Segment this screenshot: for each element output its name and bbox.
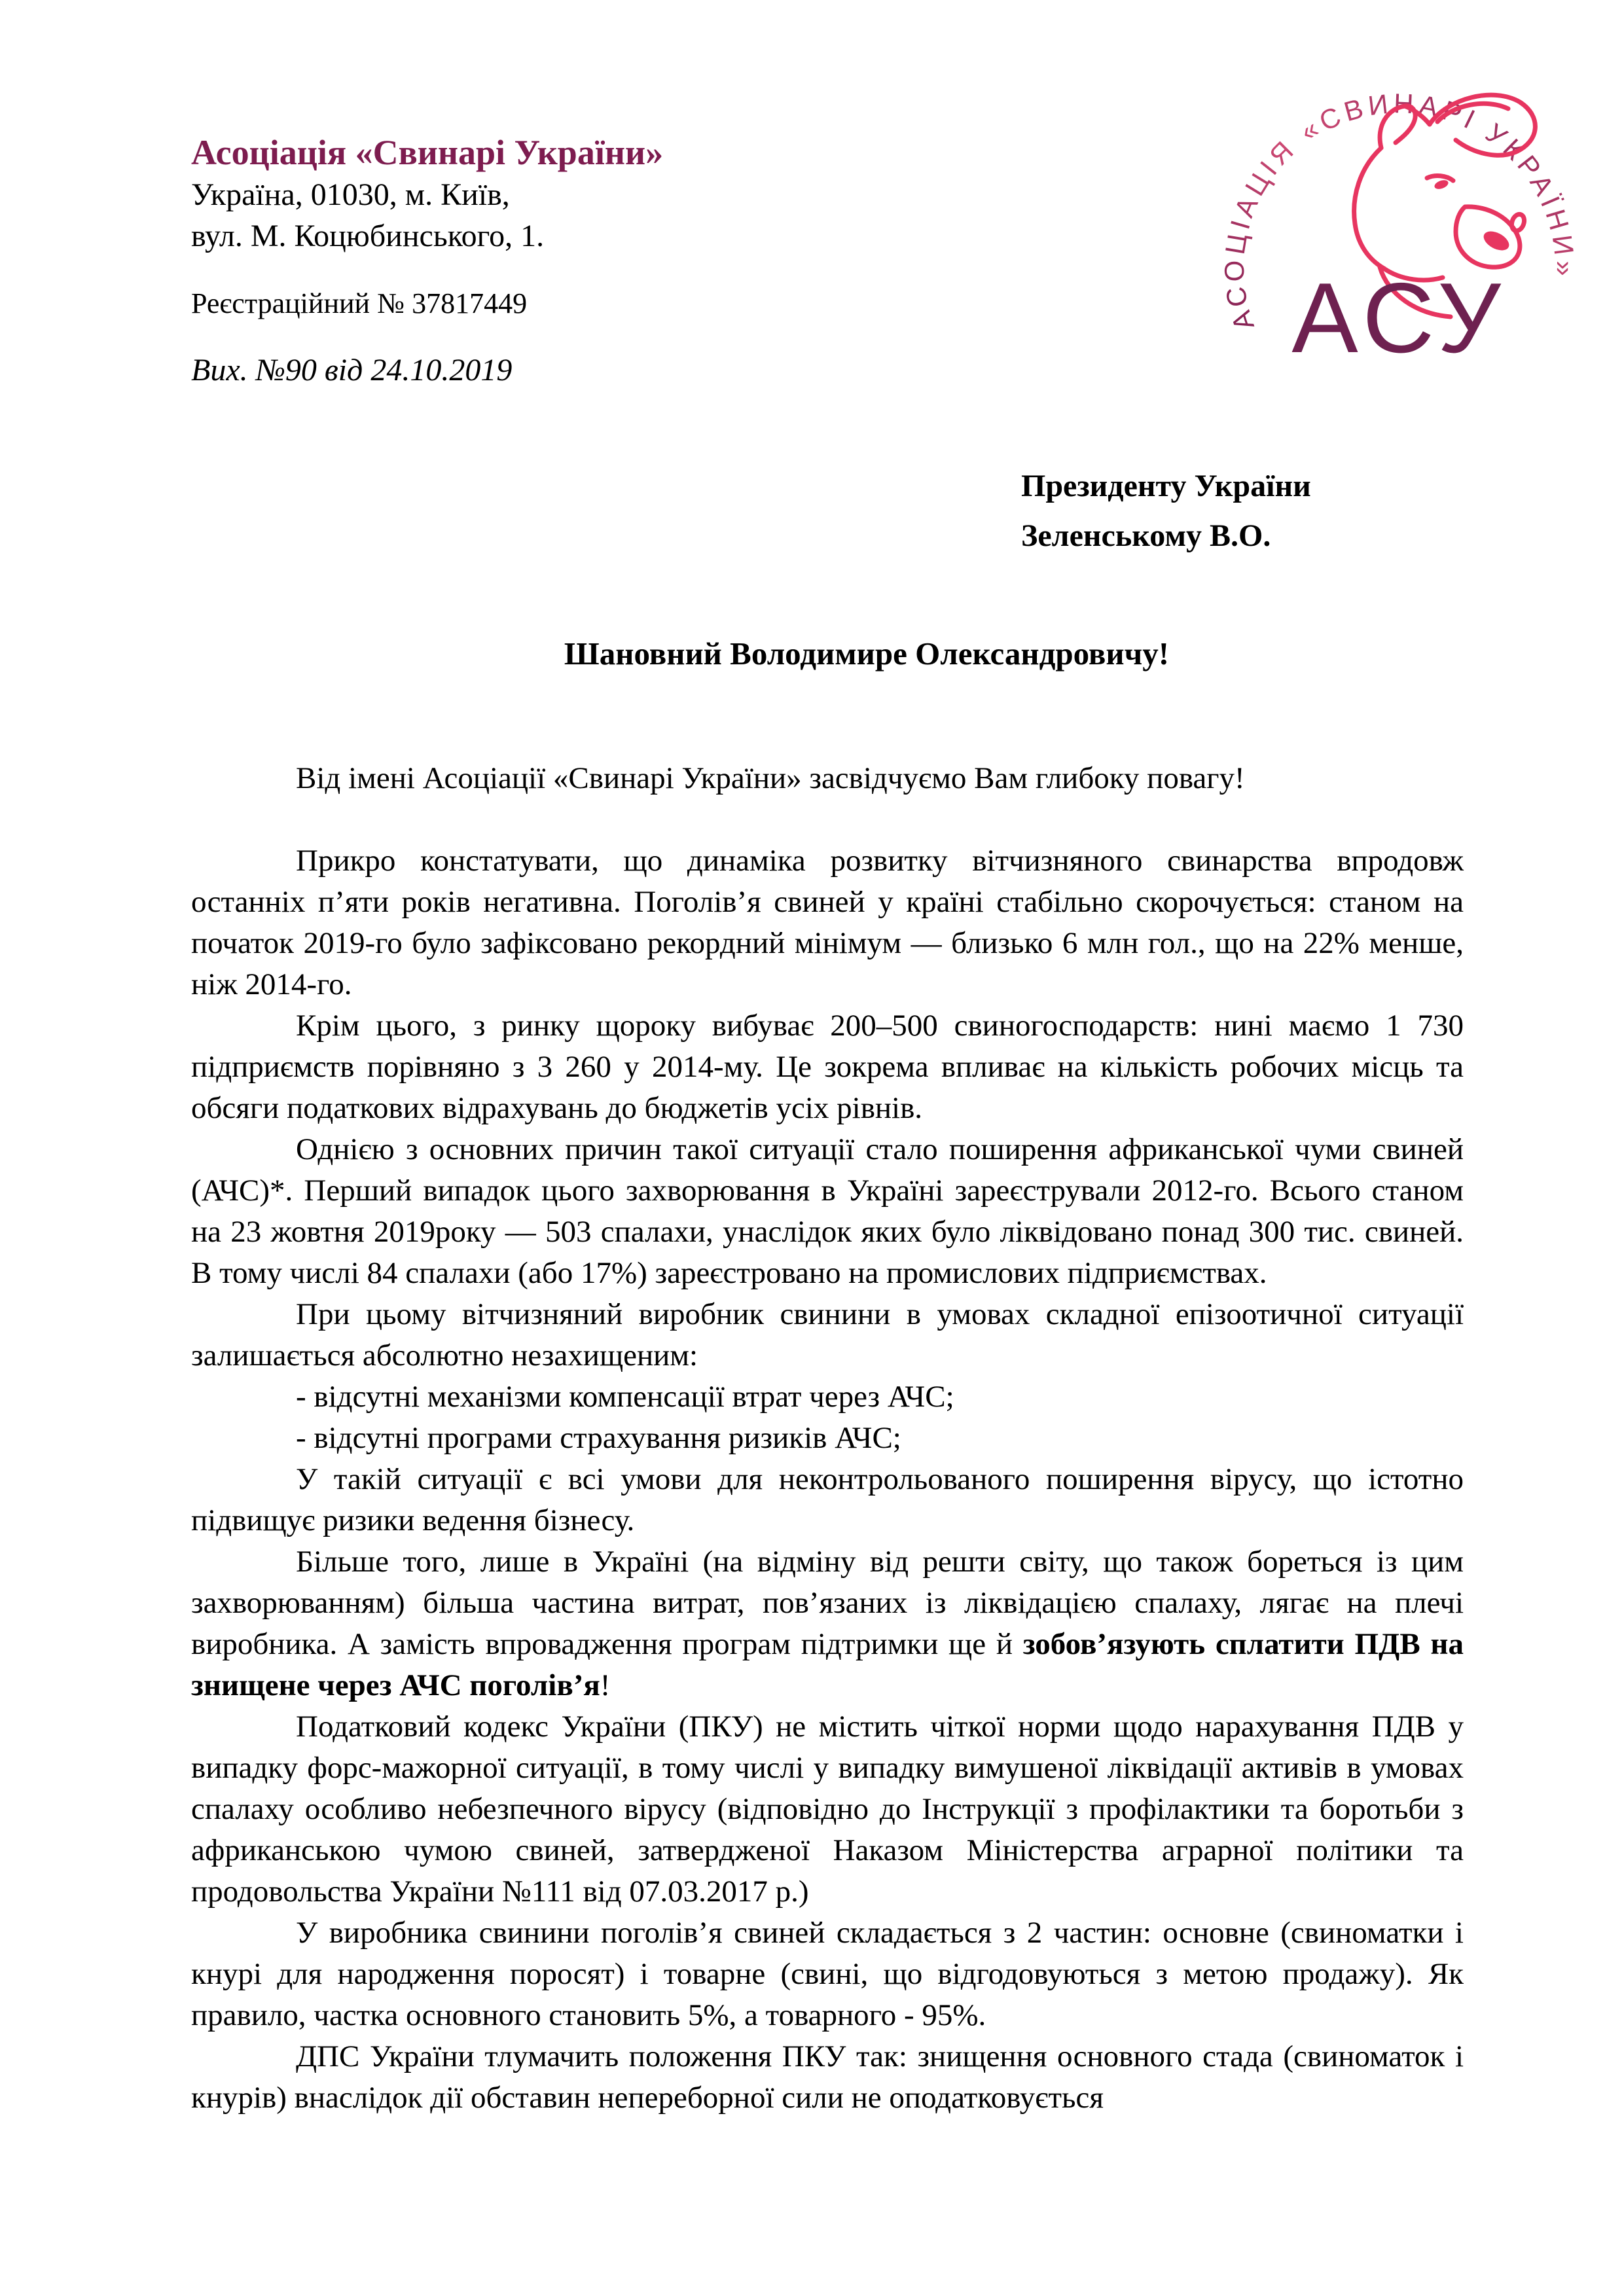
recipient-name: Зеленському В.О.: [1021, 518, 1271, 553]
recipient-block: [1021, 461, 1311, 561]
paragraph: У такій ситуації є всі умови для неконтрольованого поширення вірусу, що істотно підвищує ризики ведення бізнесу.: [191, 1462, 1464, 1537]
paragraph: ДПС України тлумачить положення ПКУ так: знищення основного стада (свиноматок і кнурів) внаслідок дії обставин непереборної сили не оподатковується: [191, 2039, 1464, 2115]
bullet-paragraph: - відсутні програми страхування ризиків АЧС;: [296, 1421, 901, 1455]
paragraph: Однією з основних причин такої ситуації стало поширення африканської чуми свиней (АЧС)*. Перший випадок цього захворювання в Україні зареєстрували 2012-го. Всього станом на 23 жовтня 2019року — 503 спалахи, унаслідок яких було ліквідовано понад 300 тис. свиней. В тому числі 84 спалахи (або 17%) зареєстровано на промислових підприємствах.: [191, 1132, 1464, 1290]
logo-arc-text: АСОЦІАЦІЯ «СВИНАРІ УКРАЇНИ»: [1218, 87, 1581, 334]
logo-monogram: АСУ: [1291, 262, 1507, 364]
paragraph: При цьому вітчизняний виробник свинини в умовах складної епізоотичної ситуації залишається абсолютно незахищеним:: [191, 1297, 1464, 1372]
org-address-line2: вул. М. Коцюбинського, 1.: [191, 219, 545, 253]
recipient-title: Президенту України: [1021, 469, 1311, 503]
org-logo: [1216, 50, 1583, 364]
letter-body: [191, 758, 1464, 2119]
org-address-line1: Україна, 01030, м. Київ,: [191, 177, 510, 212]
paragraph: Від імені Асоціації «Свинарі України» засвідчуємо Вам глибоку повагу!: [296, 761, 1245, 795]
bullet-paragraph: - відсутні механізми компенсації втрат через АЧС;: [296, 1380, 954, 1414]
org-registration-number: Реєстраційний № 37817449: [191, 287, 528, 319]
paragraph: Крім цього, з ринку щороку вибуває 200–500 свиногосподарств: нині маємо 1 730 підприємств порівняно з 3 260 у 2014-му. Це зокрема впливає на кількість робочих місць та обсяги податкових відрахувань до бюджетів усіх рівнів.: [191, 1009, 1464, 1125]
paragraph: Прикро констатувати, що динаміка розвитку вітчизняного свинарства впродовж останніх п’яти років негативна. Поголів’я свиней у країні стабільно скорочується: станом на початок 2019-го було зафіксовано рекордний мінімум — близько 6 млн гол., що на 22% менше, ніж 2014-го.: [191, 844, 1464, 1001]
outgoing-reference: Вих. №90 від 24.10.2019: [191, 353, 513, 387]
letterhead: [191, 131, 663, 322]
salutation: Шановний Володимире Олександровичу!: [564, 636, 1170, 672]
paragraph: У виробника свинини поголів’я свиней складається з 2 частин: основне (свиноматки і кнурі для народження поросят) і товарне (свині, що відгодовуються з метою продажу). Як правило, частка основного становить 5%, а товарного - 95%.: [191, 1916, 1464, 2032]
paragraph: Податковий кодекс України (ПКУ) не містить чіткої норми щодо нарахування ПДВ у випадку форс-мажорної ситуації, в тому числі у випадку вимушеної ліквідації активів в умовах спалаху особливо небезпечного вірусу (відповідно до Інструкції з профілактики та боротьби з африканською чумою свиней, затвердженої Наказом Міністерства аграрної політики та продовольства України №111 від 07.03.2017 р.): [191, 1710, 1464, 1909]
org-name: Асоціація «Свинарі України»: [191, 133, 664, 172]
paragraph: Більше того, лише в Україні (на відміну від решти світу, що також бореться із цим захворюванням) більша частина витрат, пов’язаних із ліквідацією спалаху, лягає на плечі виробника. А замість впровадження програм підтримки ще й зобов’язують сплатити ПДВ на знищене через АЧС поголів’я!: [191, 1545, 1464, 1702]
